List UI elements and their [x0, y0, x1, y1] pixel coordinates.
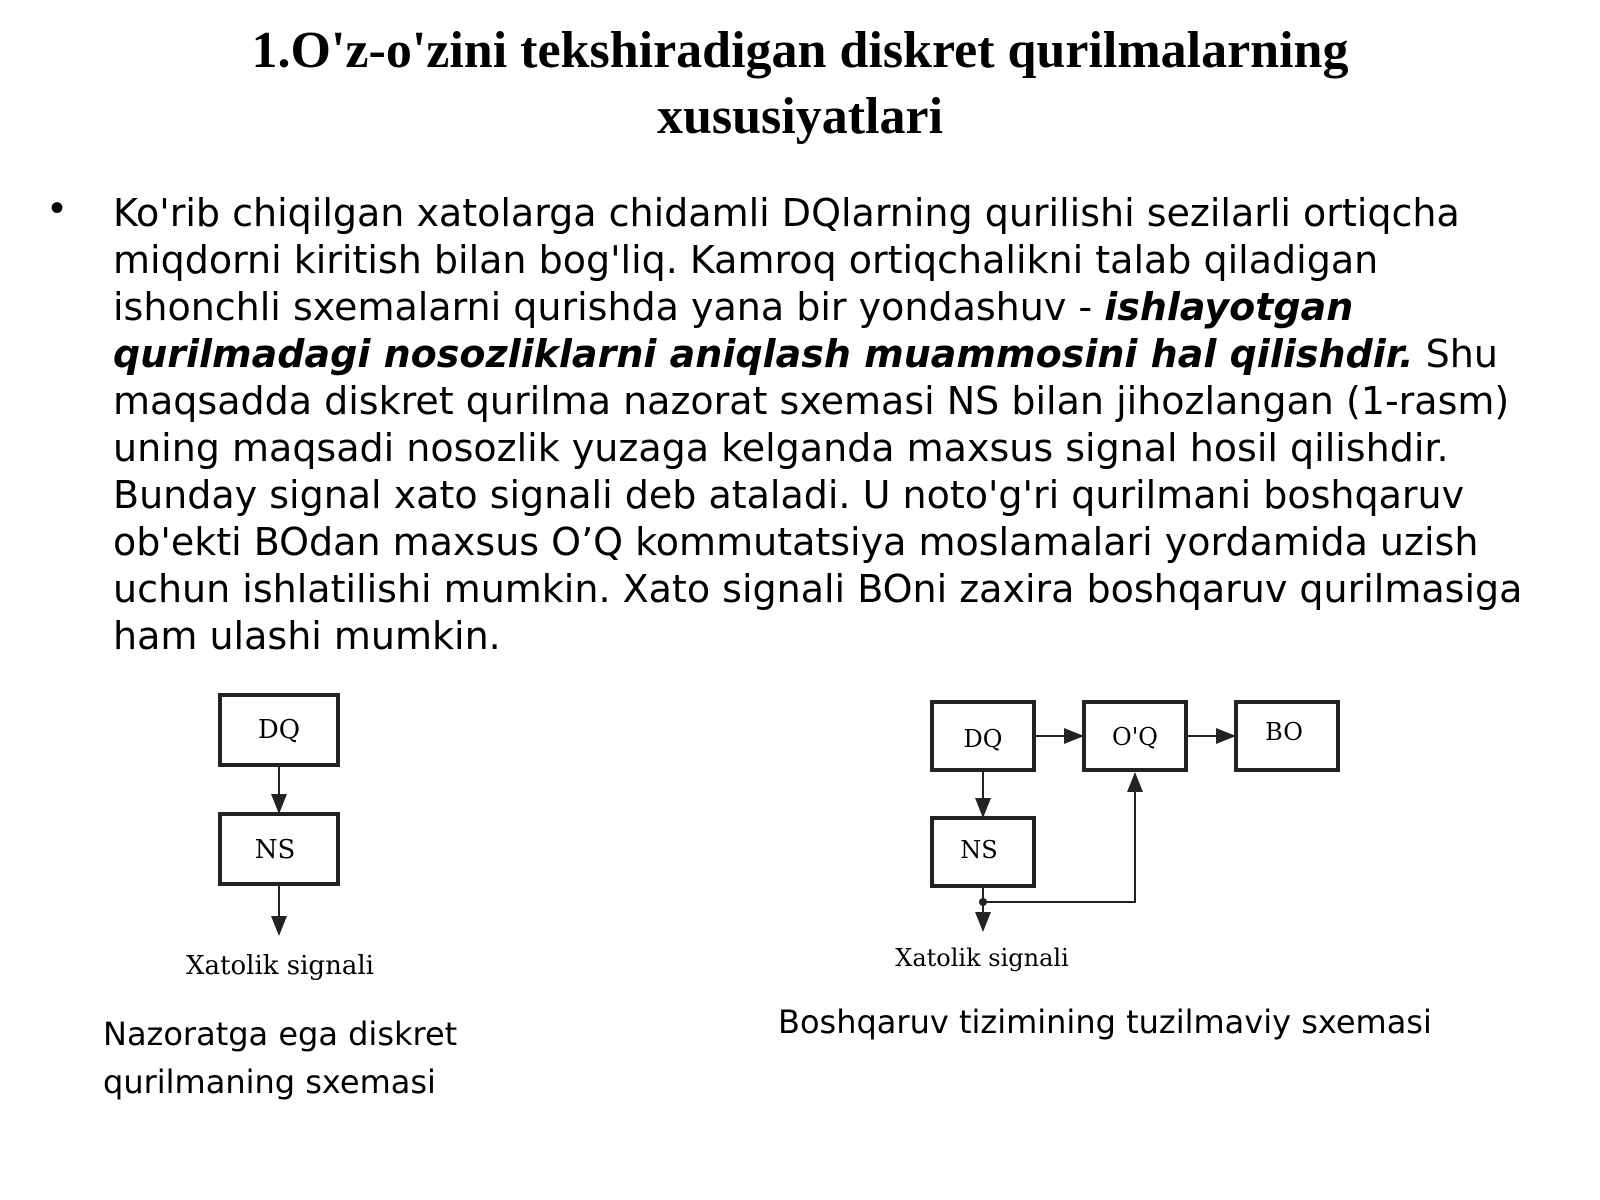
paragraph-text-part1: Ko'rib chiqilgan xatolarga chidamli DQlarning qurilishi sezilarli ortiqcha miqdorni kiritish bilan bog'liq. Kamroq ortiqchalikni talab qiladigan ishonchli sxemalarni qurishda yana bir yondashuv -: [113, 191, 1460, 329]
ns-block: [220, 814, 338, 884]
right-diagram-caption: Boshqaruv tizimining tuzilmaviy sxemasi: [778, 1003, 1432, 1041]
oq-block: [1084, 702, 1186, 770]
slide-title-line1: 1.O'z-o'zini tekshiradigan diskret qurilmalarning: [251, 22, 1349, 79]
paragraph-text-part2: Shu maqsadda diskret qurilma nazorat sxemasi NS bilan jihozlangan (1-rasm) uning maqsadi nosozlik yuzaga kelganda maxsus signal hosil qilishdir. Bunday signal xato signali deb ataladi. U noto'g'ri qurilmani boshqaruv ob'ekti BOdan maxsus O’Q kommutatsiya moslamalari yordamida uzish uchun ishlatilishi mumkin. Xato signali BOni zaxira boshqaruv qurilmasiga ham ulashi mumkin.: [113, 332, 1523, 658]
bo-block: [1236, 702, 1338, 770]
error-signal-label: Xatolik signali: [186, 951, 374, 981]
bullet-paragraph: [113, 190, 1553, 660]
dq-block-label: DQ: [963, 725, 1003, 753]
ns-block-label: NS: [960, 836, 998, 864]
left-caption-line2: qurilmaning sxemasi: [103, 1063, 436, 1101]
dq-block: [220, 695, 338, 765]
ns-block-label: NS: [254, 835, 296, 865]
oq-block-label: O'Q: [1112, 723, 1158, 751]
error-signal-label: Xatolik signali: [895, 944, 1069, 972]
feedback-to-oq-arrow: [983, 774, 1135, 902]
ns-block: [932, 818, 1034, 886]
left-caption-line1: Nazoratga ega diskret: [103, 1015, 458, 1053]
paragraph-emphasis: ishlayotgan qurilmadagi nosozliklarni aniqlash muammosini hal qilishdir.: [113, 285, 1414, 376]
left-diagram-caption: [103, 1010, 457, 1106]
bo-block-label: BO: [1265, 718, 1303, 746]
control-system-structure-diagram: [895, 690, 1350, 990]
dq-block: [932, 702, 1034, 770]
dq-block-label: DQ: [257, 715, 301, 745]
slide-title: [100, 18, 1500, 150]
slide-title-line2: xususiyatlari: [656, 88, 944, 145]
control-scheme-diagram: [170, 690, 430, 990]
bullet-icon: •: [50, 186, 65, 230]
